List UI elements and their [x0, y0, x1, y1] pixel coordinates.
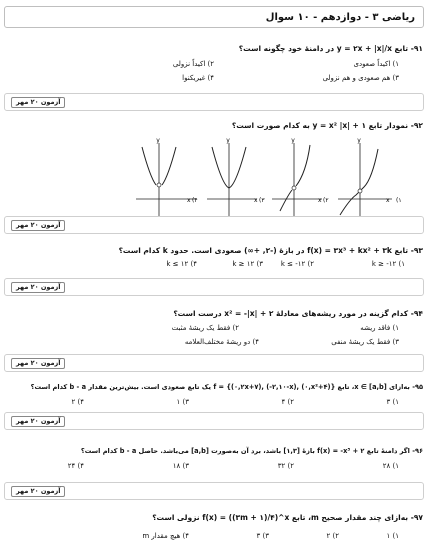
- q96-option-2[interactable]: ۲) ۳۲: [277, 462, 294, 470]
- q91-option-4[interactable]: ۴) غیریکنوا: [182, 74, 214, 82]
- q93-option-2[interactable]: k ≤ -۱۲ (۲: [280, 260, 314, 268]
- exam-tag: آزمون ۲۰ مهر: [11, 282, 65, 293]
- q94-option-1[interactable]: ۱) فاقد ریشه: [360, 324, 399, 332]
- q92-option-3-label: (۳: [259, 197, 265, 204]
- q97-option-4[interactable]: ۴) هیچ مقدار m: [142, 532, 189, 540]
- exam-box-96: [4, 482, 424, 500]
- question-94: [0, 300, 429, 356]
- q93-option-3[interactable]: k ≥ ۱۲ (۳: [232, 260, 263, 268]
- q95-option-1[interactable]: ۱) ۳: [386, 398, 399, 406]
- q91-option-3[interactable]: ۳) هم صعودی و هم نزولی: [322, 74, 399, 82]
- exam-tag: آزمون ۲۰ مهر: [11, 220, 65, 231]
- q92-g4-y-label: y: [156, 137, 160, 144]
- q92-option-1-label: (۱: [396, 197, 402, 204]
- page-title: ریاضی ۳ - دوازدهم - ۱۰ سوال: [265, 12, 415, 23]
- page-header: [0, 0, 429, 34]
- q94-option-3[interactable]: ۳) فقط یک ریشهٔ منفی: [331, 338, 399, 346]
- q92-g3-x-label: x: [254, 197, 258, 204]
- q92-g2-y-label: y: [291, 137, 295, 144]
- question-92: [0, 115, 429, 215]
- q92-graph-option-2[interactable]: [272, 137, 329, 219]
- q93-option-1[interactable]: k ≥ -۱۲ (۱: [371, 260, 405, 268]
- question-91: [0, 36, 429, 96]
- q92-g1-x-label: x: [386, 197, 390, 204]
- q91-option-2[interactable]: ۲) اکیداً نزولی: [172, 60, 214, 68]
- q96-option-1[interactable]: ۱) ۲۸: [382, 462, 399, 470]
- question-97: [0, 506, 429, 554]
- exam-box-92: [4, 216, 424, 234]
- q92-graphs: [0, 133, 429, 228]
- q97-option-2[interactable]: ۲) ۲: [326, 532, 339, 540]
- exam-box-93: [4, 278, 424, 296]
- q92-graph-option-1[interactable]: [338, 137, 402, 219]
- q94-option-2[interactable]: ۲) فقط یک ریشهٔ مثبت: [171, 324, 239, 332]
- q92-g1-y-label: y: [357, 137, 361, 144]
- q97-option-3[interactable]: ۳) ۳: [256, 532, 269, 540]
- exam-tag: آزمون ۲۰ مهر: [11, 416, 65, 427]
- q93-option-4[interactable]: k ≤ ۱۲ (۴: [166, 260, 197, 268]
- question-97-text: ۹۷- به‌ازای چند مقدار صحیح m، تابع f(x) = ((۳m + ۱)/۴)^x نزولی است؟: [152, 513, 423, 522]
- exam-tag: آزمون ۲۰ مهر: [11, 358, 65, 369]
- q92-g3-y-label: y: [226, 137, 230, 144]
- question-95: [0, 376, 429, 416]
- q92-g4-x-label: x: [187, 197, 191, 204]
- q94-option-4[interactable]: ۴) دو ریشهٔ مختلف‌العلامه: [184, 338, 259, 346]
- question-94-text: ۹۴- کدام گزینه در مورد ریشه‌های معادلهٔ x² = -|x| + ۲ درست است؟: [173, 309, 423, 318]
- q95-option-2[interactable]: ۲) ۴: [281, 398, 294, 406]
- exam-tag: آزمون ۲۰ مهر: [11, 486, 65, 497]
- q96-option-3[interactable]: ۳) ۱۸: [172, 462, 189, 470]
- q95-option-4[interactable]: ۴) ۲: [71, 398, 84, 406]
- question-95-text: ۹۵- به‌ازای x ∈ [a,b]، تابع f = {(۰,۲x+۷), (-۲,۱۰-x), (۰,x²+۴)} یک تابع صعودی است. بیش‌ترین مقدار b - a کدام است؟: [30, 383, 423, 391]
- question-96-text: ۹۶- اگر دامنهٔ تابع f(x) = -x³ + ۲ بازهٔ [۱,۳] باشد، برد آن به‌صورت [a,b] می‌باشد. حاصل b - a کدام است؟: [80, 447, 423, 455]
- exam-tag: آزمون ۲۰ مهر: [11, 97, 65, 108]
- q92-option-4-label: (۴: [192, 197, 198, 204]
- question-92-text: ۹۲- نمودار تابع y = x² |x| + ۱ به کدام صورت است؟: [231, 121, 423, 130]
- question-91-text: ۹۱- تابع y = ۲x + |x|/x در دامنهٔ خود چگونه است؟: [238, 44, 423, 53]
- title-box: [4, 6, 424, 28]
- exam-box-94: [4, 354, 424, 372]
- q96-option-4[interactable]: ۴) ۲۴: [67, 462, 84, 470]
- question-96: [0, 440, 429, 476]
- q92-graph-option-4[interactable]: [136, 137, 198, 219]
- exam-box-95: [4, 412, 424, 430]
- question-93: [0, 238, 429, 278]
- exam-box-91: [4, 93, 424, 111]
- q92-graph-option-3[interactable]: [207, 137, 265, 219]
- q91-option-1[interactable]: ۱) اکیداً صعودی: [353, 60, 399, 68]
- q92-g2-x-label: x: [318, 197, 322, 204]
- q97-option-1[interactable]: ۱) ۱: [386, 532, 399, 540]
- q92-option-2-label: (۲: [323, 197, 329, 204]
- q95-option-3[interactable]: ۳) ۱: [176, 398, 189, 406]
- question-93-text: ۹۳- تابع f(x) = ۳x³ + kx² + ۳k در بازهٔ (-۲, +∞) صعودی است. حدود k کدام است؟: [118, 246, 423, 255]
